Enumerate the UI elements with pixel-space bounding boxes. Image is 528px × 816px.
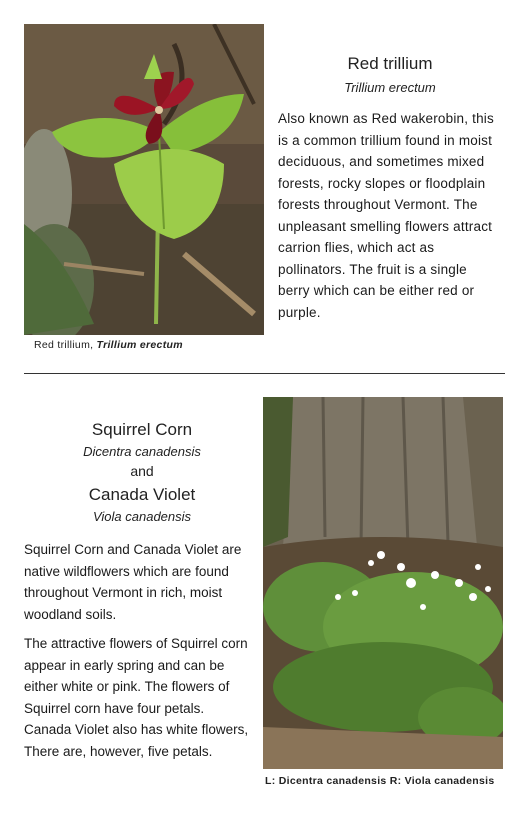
wildflowers-description-2: The attractive flowers of Squirrel corn appear in early spring and can be either white or pink. The flowers of Squirrel corn have four petals. Canada Violet also has white flowers, There are, however, five petals. bbox=[24, 636, 249, 759]
squirrel-corn-violet-photo bbox=[263, 397, 503, 769]
squirrel-corn-title: Squirrel Corn bbox=[91, 420, 193, 439]
and-text: and bbox=[130, 463, 154, 479]
wildflowers-description-1: Squirrel Corn and Canada Violet are native wildflowers which are found throughout Vermont in rich, moist woodland soils. bbox=[24, 542, 242, 622]
red-trillium-title: Red trillium bbox=[347, 54, 433, 73]
red-trillium-caption bbox=[34, 339, 183, 351]
red-trillium-photo bbox=[24, 24, 264, 335]
caption-italic: Trillium erectum bbox=[96, 339, 183, 351]
red-trillium-scientific-name: Trillium erectum bbox=[344, 80, 436, 95]
canada-violet-scientific-name: Viola canadensis bbox=[92, 509, 192, 524]
squirrel-corn-scientific-name: Dicentra canadensis bbox=[83, 444, 201, 459]
caption-prefix: Red trillium, bbox=[34, 339, 97, 351]
section-divider bbox=[24, 373, 505, 374]
canada-violet-title: Canada Violet bbox=[88, 485, 196, 504]
squirrel-corn-violet-caption: L: Dicentra canadensis R: Viola canadensis bbox=[265, 775, 495, 787]
red-trillium-description: Also known as Red wakerobin, this is a common trillium found in moist deciduous, and sometimes mixed forests, rocky slopes or floodplain forests throughout Vermont. The unpleasant smelling flowers attract carrion flies, which act as pollinators. The fruit is a single berry which can be either red or purple. bbox=[278, 111, 494, 320]
